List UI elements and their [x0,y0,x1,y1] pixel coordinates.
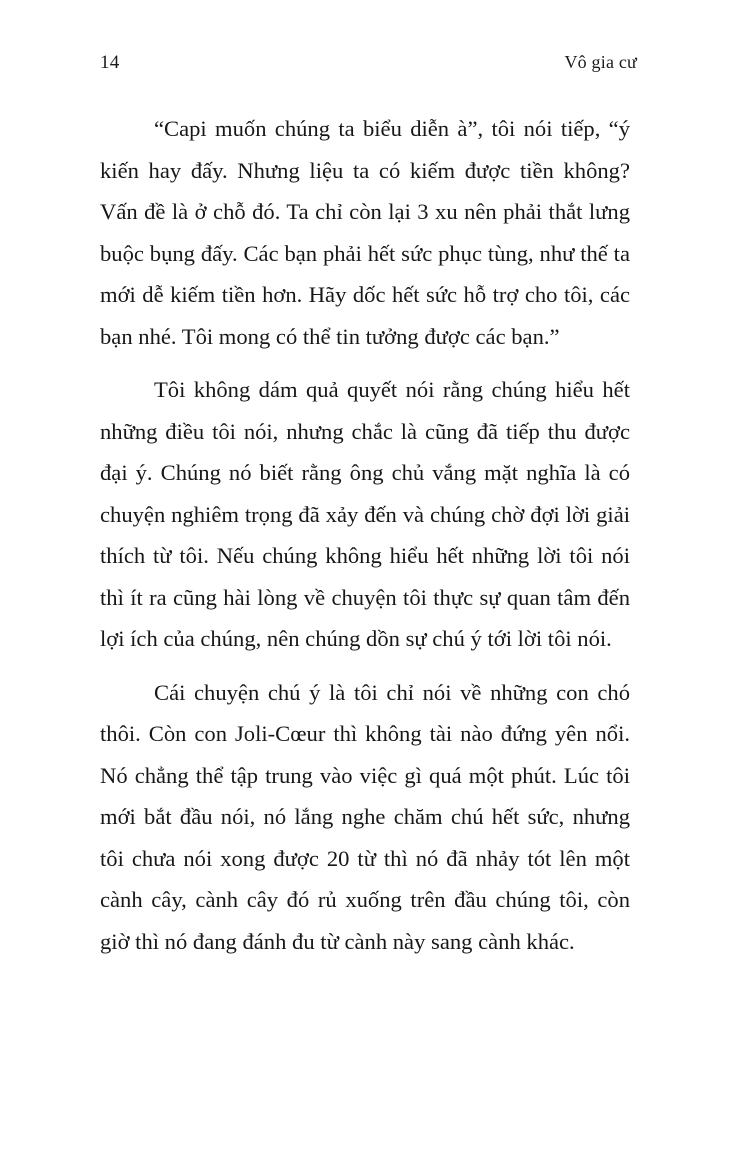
body-text [100,108,630,962]
page-header [100,52,637,78]
running-head-title: Vô gia cư [564,52,637,72]
paragraph: “Capi muốn chúng ta biểu diễn à”, tôi nói tiếp, “ý kiến hay đấy. Nhưng liệu ta có kiếm được tiền không? Vấn đề là ở chỗ đó. Ta chỉ còn lại 3 xu nên phải thắt lưng buộc bụng đấy. Các bạn phải hết sức phục tùng, như thế ta mới dễ kiếm tiền hơn. Hãy dốc hết sức hỗ trợ cho tôi, các bạn nhé. Tôi mong có thể tin tưởng được các bạn.” [100,116,630,349]
paragraph: Cái chuyện chú ý là tôi chỉ nói về những con chó thôi. Còn con Joli-Cœur thì không tài nào đứng yên nổi. Nó chẳng thể tập trung vào việc gì quá một phút. Lúc tôi mới bắt đầu nói, nó lắng nghe chăm chú hết sức, nhưng tôi chưa nói xong được 20 từ thì nó đã nhảy tót lên một cành cây, cành cây đó rủ xuống trên đầu chúng tôi, còn giờ thì nó đang đánh đu từ cành này sang cành khác. [100,679,630,954]
page-number: 14 [100,52,120,73]
paragraph: Tôi không dám quả quyết nói rằng chúng hiểu hết những điều tôi nói, nhưng chắc là cũng đã tiếp thu được đại ý. Chúng nó biết rằng ông chủ vắng mặt nghĩa là có chuyện nghiêm trọng đã xảy đến và chúng chờ đợi lời giải thích từ tôi. Nếu chúng không hiểu hết những lời tôi nói thì ít ra cũng hài lòng về chuyện tôi thực sự quan tâm đến lợi ích của chúng, nên chúng dồn sự chú ý tới lời tôi nói. [100,377,630,651]
